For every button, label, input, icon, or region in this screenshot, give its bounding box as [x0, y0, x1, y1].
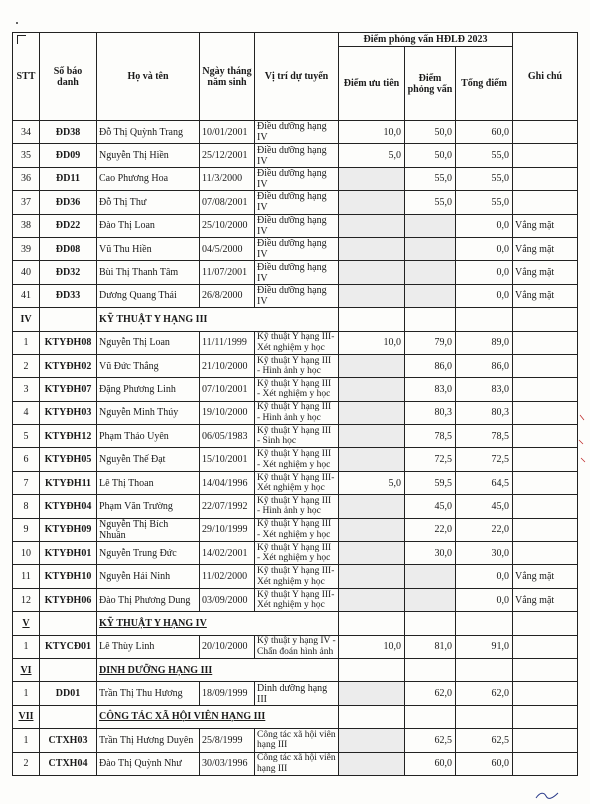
- cell-total: 22,0: [456, 518, 513, 541]
- cell-priority: [339, 214, 405, 237]
- cell-name: Vũ Thu Hiền: [97, 237, 200, 260]
- cell-priority: [339, 565, 405, 588]
- cell-empty: [456, 612, 513, 635]
- cell-total: 0,0: [456, 588, 513, 611]
- cell-position: Kỹ thuật Y hạng III - Hình ảnh y học: [255, 354, 339, 377]
- cell-candidate-id: KTYĐH08: [40, 331, 97, 354]
- cell-position: Điều dưỡng hạng IV: [255, 121, 339, 144]
- header-dob: Ngày tháng năm sinh: [200, 33, 255, 121]
- cell-name: Đào Thị Loan: [97, 214, 200, 237]
- initials-mark: [534, 790, 560, 800]
- cell-name: Nguyễn Hải Ninh: [97, 565, 200, 588]
- cell-position: Điều dưỡng hạng IV: [255, 284, 339, 307]
- cell-stt: 39: [13, 237, 40, 260]
- cell-candidate-id: ĐD38: [40, 121, 97, 144]
- cell-candidate-id: ĐD22: [40, 214, 97, 237]
- cell-priority: [339, 167, 405, 190]
- header-priority: Điểm ưu tiên: [339, 47, 405, 121]
- cell-note: [513, 354, 578, 377]
- cell-note: [513, 331, 578, 354]
- cell-interview: [405, 237, 456, 260]
- cell-stt: 41: [13, 284, 40, 307]
- cell-interview: 86,0: [405, 354, 456, 377]
- cell-note: [513, 752, 578, 775]
- cell-dob: 30/03/1996: [200, 752, 255, 775]
- cell-total: 89,0: [456, 331, 513, 354]
- cell-dob: 25/10/2000: [200, 214, 255, 237]
- cell-stt: 2: [13, 752, 40, 775]
- table-row: [13, 331, 578, 354]
- cell-note: Vắng mặt: [513, 261, 578, 284]
- cell-dob: 29/10/1999: [200, 518, 255, 541]
- cell-priority: [339, 237, 405, 260]
- cell-candidate-id: CTXH03: [40, 729, 97, 752]
- cell-interview: 83,0: [405, 378, 456, 401]
- cell-interview: [405, 261, 456, 284]
- table-row: [13, 284, 578, 307]
- cell-stt: 8: [13, 495, 40, 518]
- cell-stt: 1: [13, 331, 40, 354]
- table-row: [13, 214, 578, 237]
- cell-empty: [456, 705, 513, 728]
- table-row: [13, 682, 578, 705]
- table-row: [13, 565, 578, 588]
- header-sbd: Số báo danh: [40, 33, 97, 121]
- cell-dob: 11/11/1999: [200, 331, 255, 354]
- cell-interview: 45,0: [405, 495, 456, 518]
- cell-priority: 10,0: [339, 121, 405, 144]
- header-note: Ghi chú: [513, 33, 578, 121]
- cell-total: 60,0: [456, 752, 513, 775]
- cell-total: 0,0: [456, 214, 513, 237]
- cell-dob: 11/07/2001: [200, 261, 255, 284]
- section-number: VI: [13, 658, 40, 681]
- cell-position: Điều dưỡng hạng IV: [255, 237, 339, 260]
- cell-note: Vắng mặt: [513, 237, 578, 260]
- cell-candidate-id: KTYĐH03: [40, 401, 97, 424]
- table-row: [13, 354, 578, 377]
- cell-interview: 80,3: [405, 401, 456, 424]
- table-row: [13, 471, 578, 494]
- cell-empty: [513, 658, 578, 681]
- cell-total: 64,5: [456, 471, 513, 494]
- results-document: [12, 32, 577, 776]
- cell-priority: [339, 354, 405, 377]
- cell-candidate-id: CTXH04: [40, 752, 97, 775]
- table-row: [13, 237, 578, 260]
- cell-position: Kỹ thuật Y hạng III - Xét nghiệm y học: [255, 378, 339, 401]
- cell-total: 0,0: [456, 261, 513, 284]
- cell-dob: 03/09/2000: [200, 588, 255, 611]
- cell-note: [513, 542, 578, 565]
- scan-dot: [16, 22, 18, 24]
- cell-total: 91,0: [456, 635, 513, 658]
- cell-total: 45,0: [456, 495, 513, 518]
- cell-candidate-id: KTYĐH06: [40, 588, 97, 611]
- cell-total: 0,0: [456, 237, 513, 260]
- cell-note: [513, 471, 578, 494]
- cell-stt: 40: [13, 261, 40, 284]
- cell-interview: 50,0: [405, 121, 456, 144]
- scan-corner-mark: [17, 35, 26, 44]
- table-row: [13, 144, 578, 167]
- cell-position: Điều dưỡng hạng IV: [255, 144, 339, 167]
- cell-dob: 22/07/1992: [200, 495, 255, 518]
- cell-candidate-id: KTYĐH09: [40, 518, 97, 541]
- cell-candidate-id: ĐD36: [40, 191, 97, 214]
- cell-empty: [339, 612, 405, 635]
- cell-name: Đặng Phương Linh: [97, 378, 200, 401]
- cell-candidate-id: KTYĐH11: [40, 471, 97, 494]
- cell-dob: 11/02/2000: [200, 565, 255, 588]
- cell-note: [513, 635, 578, 658]
- cell-candidate-id: KTYĐH10: [40, 565, 97, 588]
- cell-candidate-id: ĐD08: [40, 237, 97, 260]
- cell-position: Kỹ thuật Y hạng III-Xét nghiệm y học: [255, 331, 339, 354]
- cell-total: 0,0: [456, 284, 513, 307]
- cell-name: Nguyễn Thị Hiền: [97, 144, 200, 167]
- cell-note: [513, 729, 578, 752]
- cell-stt: 4: [13, 401, 40, 424]
- table-row: [13, 401, 578, 424]
- cell-note: [513, 191, 578, 214]
- cell-dob: 20/10/2000: [200, 635, 255, 658]
- cell-candidate-id: KTYĐH12: [40, 425, 97, 448]
- cell-note: Vắng mặt: [513, 588, 578, 611]
- section-row: [13, 658, 578, 681]
- section-title: KỸ THUẬT Y HẠNG III: [97, 308, 339, 331]
- header-name: Họ và tên: [97, 33, 200, 121]
- cell-stt: 12: [13, 588, 40, 611]
- cell-stt: 3: [13, 378, 40, 401]
- cell-interview: [405, 565, 456, 588]
- cell-empty: [405, 612, 456, 635]
- header-score-group: Điểm phỏng vấn HĐLĐ 2023: [339, 33, 513, 47]
- cell-stt: 2: [13, 354, 40, 377]
- section-row: [13, 308, 578, 331]
- cell-priority: [339, 682, 405, 705]
- cell-total: 86,0: [456, 354, 513, 377]
- cell-interview: 59,5: [405, 471, 456, 494]
- cell-priority: [339, 425, 405, 448]
- cell-position: Kỹ thuật Y hạng III - Xét nghiệm y học: [255, 448, 339, 471]
- cell-candidate-id: ĐD11: [40, 167, 97, 190]
- cell-interview: 62,0: [405, 682, 456, 705]
- cell-total: 62,5: [456, 729, 513, 752]
- cell-stt: 37: [13, 191, 40, 214]
- cell-stt: 9: [13, 518, 40, 541]
- cell-empty: [405, 308, 456, 331]
- cell-total: 55,0: [456, 191, 513, 214]
- cell-name: Trần Thị Hương Duyên: [97, 729, 200, 752]
- cell-total: 78,5: [456, 425, 513, 448]
- cell-position: Công tác xã hội viên hạng III: [255, 729, 339, 752]
- cell-total: 83,0: [456, 378, 513, 401]
- cell-note: [513, 495, 578, 518]
- table-row: [13, 378, 578, 401]
- cell-dob: 10/01/2001: [200, 121, 255, 144]
- cell-dob: 11/3/2000: [200, 167, 255, 190]
- cell-priority: [339, 191, 405, 214]
- table-row: [13, 542, 578, 565]
- section-number: VII: [13, 705, 40, 728]
- cell-stt: 38: [13, 214, 40, 237]
- cell-interview: [405, 284, 456, 307]
- cell-priority: 10,0: [339, 635, 405, 658]
- cell-stt: 7: [13, 471, 40, 494]
- cell-candidate-id: KTYĐH02: [40, 354, 97, 377]
- cell-interview: 81,0: [405, 635, 456, 658]
- cell-empty: [513, 308, 578, 331]
- cell-interview: 55,0: [405, 167, 456, 190]
- cell-candidate-id: KTYCĐ01: [40, 635, 97, 658]
- table-row: [13, 635, 578, 658]
- cell-total: 0,0: [456, 565, 513, 588]
- cell-note: [513, 425, 578, 448]
- cell-note: [513, 401, 578, 424]
- cell-position: Điều dưỡng hạng IV: [255, 214, 339, 237]
- cell-interview: 72,5: [405, 448, 456, 471]
- cell-position: Điều dưỡng hạng IV: [255, 191, 339, 214]
- cell-empty: [40, 308, 97, 331]
- cell-note: Vắng mặt: [513, 214, 578, 237]
- cell-name: Phạm Văn Trường: [97, 495, 200, 518]
- cell-stt: 1: [13, 635, 40, 658]
- cell-position: Kỹ thuật Y hạng III-Xét nghiệm y học: [255, 565, 339, 588]
- cell-dob: 07/10/2001: [200, 378, 255, 401]
- cell-name: Đào Thị Quỳnh Như: [97, 752, 200, 775]
- cell-name: Bùi Thị Thanh Tâm: [97, 261, 200, 284]
- cell-interview: 30,0: [405, 542, 456, 565]
- cell-total: 72,5: [456, 448, 513, 471]
- cell-stt: 1: [13, 729, 40, 752]
- cell-position: Kỹ thuật Y hạng III - Xét nghiệm y học: [255, 518, 339, 541]
- section-number: IV: [13, 308, 40, 331]
- cell-empty: [405, 658, 456, 681]
- cell-interview: 22,0: [405, 518, 456, 541]
- cell-dob: 26/8/2000: [200, 284, 255, 307]
- table-row: [13, 121, 578, 144]
- table-row: [13, 518, 578, 541]
- cell-candidate-id: ĐD33: [40, 284, 97, 307]
- cell-priority: [339, 261, 405, 284]
- table-row: [13, 729, 578, 752]
- table-row: [13, 261, 578, 284]
- cell-empty: [456, 308, 513, 331]
- cell-total: 30,0: [456, 542, 513, 565]
- cell-empty: [456, 658, 513, 681]
- cell-dob: 04/5/2000: [200, 237, 255, 260]
- cell-interview: 78,5: [405, 425, 456, 448]
- cell-dob: 14/04/1996: [200, 471, 255, 494]
- cell-position: Kỹ thuật Y hạng III - Hình ảnh y học: [255, 495, 339, 518]
- cell-name: Dương Quang Thái: [97, 284, 200, 307]
- cell-name: Nguyễn Trung Đức: [97, 542, 200, 565]
- cell-candidate-id: ĐD09: [40, 144, 97, 167]
- cell-empty: [339, 705, 405, 728]
- header-position: Vị trí dự tuyển: [255, 33, 339, 121]
- cell-interview: 79,0: [405, 331, 456, 354]
- cell-position: Điều dưỡng hạng IV: [255, 167, 339, 190]
- cell-dob: 19/10/2000: [200, 401, 255, 424]
- cell-stt: 5: [13, 425, 40, 448]
- cell-dob: 07/08/2001: [200, 191, 255, 214]
- results-table: [12, 32, 578, 776]
- cell-stt: 35: [13, 144, 40, 167]
- cell-priority: [339, 752, 405, 775]
- cell-interview: [405, 214, 456, 237]
- header-total: Tổng điểm: [456, 47, 513, 121]
- cell-note: [513, 144, 578, 167]
- cell-priority: [339, 284, 405, 307]
- cell-total: 60,0: [456, 121, 513, 144]
- cell-dob: 21/10/2000: [200, 354, 255, 377]
- cell-interview: [405, 588, 456, 611]
- section-title: KỸ THUẬT Y HẠNG IV: [97, 612, 339, 635]
- cell-position: Kỹ thuật Y hạng III-Xét nghiệm y học: [255, 588, 339, 611]
- cell-position: Kỹ thuật Y hạng III - Hình ảnh y học: [255, 401, 339, 424]
- cell-note: [513, 448, 578, 471]
- cell-position: Dinh dưỡng hạng III: [255, 682, 339, 705]
- cell-candidate-id: KTYĐH07: [40, 378, 97, 401]
- cell-empty: [40, 658, 97, 681]
- table-row: [13, 425, 578, 448]
- cell-empty: [40, 705, 97, 728]
- section-row: [13, 705, 578, 728]
- cell-stt: 1: [13, 682, 40, 705]
- cell-position: Điều dưỡng hạng IV: [255, 261, 339, 284]
- cell-stt: 11: [13, 565, 40, 588]
- cell-priority: [339, 588, 405, 611]
- cell-dob: 18/09/1999: [200, 682, 255, 705]
- cell-name: Trần Thị Thu Hương: [97, 682, 200, 705]
- cell-candidate-id: KTYĐH05: [40, 448, 97, 471]
- cell-position: Kỹ thuật Y hạng III - Sinh học: [255, 425, 339, 448]
- table-row: [13, 752, 578, 775]
- cell-priority: [339, 401, 405, 424]
- cell-empty: [339, 308, 405, 331]
- cell-priority: [339, 378, 405, 401]
- cell-note: [513, 167, 578, 190]
- section-number: V: [13, 612, 40, 635]
- cell-total: 80,3: [456, 401, 513, 424]
- cell-total: 55,0: [456, 167, 513, 190]
- section-row: [13, 612, 578, 635]
- cell-empty: [513, 612, 578, 635]
- cell-name: Lê Thùy Linh: [97, 635, 200, 658]
- cell-note: [513, 121, 578, 144]
- cell-note: [513, 378, 578, 401]
- cell-candidate-id: ĐD32: [40, 261, 97, 284]
- cell-candidate-id: DD01: [40, 682, 97, 705]
- table-row: [13, 167, 578, 190]
- cell-interview: 60,0: [405, 752, 456, 775]
- cell-name: Nguyễn Thị Bích Nhuần: [97, 518, 200, 541]
- table-row: [13, 588, 578, 611]
- results-body: [13, 121, 578, 776]
- cell-position: Kỹ thuật Y hạng III - Xét nghiệm y học: [255, 542, 339, 565]
- cell-interview: 55,0: [405, 191, 456, 214]
- cell-note: [513, 682, 578, 705]
- cell-position: Kỹ thuật y hạng IV - Chẩn đoán hình ảnh: [255, 635, 339, 658]
- table-row: [13, 448, 578, 471]
- cell-dob: 06/05/1983: [200, 425, 255, 448]
- cell-dob: 14/02/2001: [200, 542, 255, 565]
- cell-empty: [513, 705, 578, 728]
- cell-name: Nguyễn Thị Loan: [97, 331, 200, 354]
- header-stt: STT: [13, 33, 40, 121]
- cell-priority: [339, 448, 405, 471]
- section-title: CÔNG TÁC XÃ HỘI VIÊN HẠNG III: [97, 705, 339, 728]
- cell-name: Đào Thị Phương Dung: [97, 588, 200, 611]
- cell-name: Nguyễn Thế Đạt: [97, 448, 200, 471]
- header-interview: Điểm phỏng vấn: [405, 47, 456, 121]
- cell-priority: 5,0: [339, 471, 405, 494]
- cell-priority: [339, 542, 405, 565]
- cell-dob: 15/10/2001: [200, 448, 255, 471]
- cell-name: Vũ Đức Thắng: [97, 354, 200, 377]
- cell-empty: [339, 658, 405, 681]
- cell-dob: 25/8/1999: [200, 729, 255, 752]
- cell-name: Đỗ Thị Thư: [97, 191, 200, 214]
- cell-total: 62,0: [456, 682, 513, 705]
- cell-priority: [339, 495, 405, 518]
- cell-stt: 10: [13, 542, 40, 565]
- cell-interview: 62,5: [405, 729, 456, 752]
- cell-name: Nguyễn Minh Thúy: [97, 401, 200, 424]
- cell-empty: [40, 612, 97, 635]
- cell-priority: 5,0: [339, 144, 405, 167]
- cell-stt: 34: [13, 121, 40, 144]
- cell-dob: 25/12/2001: [200, 144, 255, 167]
- section-title: DINH DƯỠNG HẠNG III: [97, 658, 339, 681]
- cell-priority: [339, 518, 405, 541]
- cell-note: [513, 518, 578, 541]
- cell-position: Kỹ thuật Y hạng III-Xét nghiệm y học: [255, 471, 339, 494]
- cell-empty: [405, 705, 456, 728]
- cell-position: Công tác xã hội viên hạng III: [255, 752, 339, 775]
- cell-candidate-id: KTYĐH01: [40, 542, 97, 565]
- cell-note: Vắng mặt: [513, 284, 578, 307]
- cell-name: Lê Thị Thoan: [97, 471, 200, 494]
- margin-scribble: [578, 410, 586, 480]
- cell-interview: 50,0: [405, 144, 456, 167]
- cell-total: 55,0: [456, 144, 513, 167]
- cell-stt: 36: [13, 167, 40, 190]
- cell-name: Phạm Thảo Uyên: [97, 425, 200, 448]
- cell-priority: [339, 729, 405, 752]
- cell-name: Cao Phương Hoa: [97, 167, 200, 190]
- cell-note: Vắng mặt: [513, 565, 578, 588]
- table-row: [13, 191, 578, 214]
- cell-name: Đỗ Thị Quỳnh Trang: [97, 121, 200, 144]
- cell-stt: 6: [13, 448, 40, 471]
- cell-priority: 10,0: [339, 331, 405, 354]
- table-row: [13, 495, 578, 518]
- cell-candidate-id: KTYĐH04: [40, 495, 97, 518]
